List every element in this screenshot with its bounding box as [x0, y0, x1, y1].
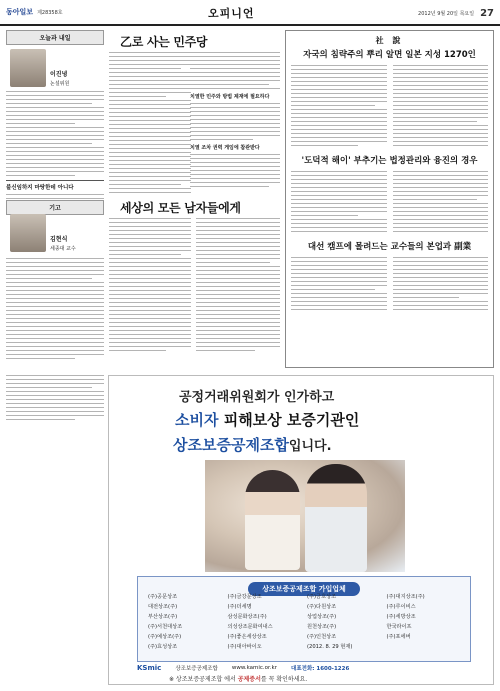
member-item: (주)서천대상조: [148, 624, 183, 630]
editorial-text-3: [291, 257, 488, 313]
main-column-right-text: [190, 52, 280, 190]
ad-person-man: [305, 464, 367, 572]
masthead: [0, 0, 500, 26]
author-block: [6, 49, 104, 87]
member-item: (주)포에버: [386, 634, 411, 640]
ad-bottom-note-post: 를 꼭 확인하세요.: [260, 676, 308, 683]
ad-members-box: [137, 576, 471, 662]
member-item: (주)금호상조: [307, 594, 337, 600]
member-item: 의성상조문화여내스: [227, 624, 273, 630]
editorial-label: 社 說: [375, 36, 404, 45]
column-body-text: [6, 91, 104, 176]
member-item: 한국라이프: [386, 624, 412, 630]
editorial-text-1: [291, 65, 488, 149]
author-info: [50, 49, 69, 87]
main-headline: 乙로 사는 민주당: [120, 35, 208, 49]
ad-bottom-note-pre: ※ 상조보증공제조합 에서: [169, 676, 238, 683]
masthead-right: [418, 8, 494, 19]
member-item: (주)공문상조: [148, 594, 178, 600]
bottom-left-text: [6, 375, 104, 423]
ad-footer-logo: KSmic: [137, 664, 162, 672]
opinion2-author-name: 김현식: [50, 236, 68, 243]
member-item: (주)효성상조: [148, 644, 178, 650]
opinion2-author-role: 세종대 교수: [50, 246, 76, 252]
main-column-left-text: [109, 52, 191, 196]
main-subheading-2: 치열 조차 권력 게임에 참관받다: [190, 145, 260, 151]
ad-line-1: [179, 386, 334, 405]
member-item: 원천상조(주): [307, 624, 337, 630]
column-subheading: 불신임하지 마땅한데 아니다: [6, 180, 104, 191]
ad-line-1-prefix: 공정거래위원회: [179, 390, 267, 405]
opinion2-author-block: [10, 214, 76, 252]
member-item: 삼성문화상조(주): [227, 614, 267, 620]
member-item: (주)더세명: [227, 604, 252, 610]
ad-footer: [137, 664, 349, 672]
editorial-headline-1: 자국의 침략주의 뿌리 알면 일본 지성 1270인: [303, 50, 476, 60]
member-item: (주)예상조(주): [148, 634, 182, 640]
ad-bottom-note-bold: 공제증서: [237, 676, 261, 683]
ad-footer-url[interactable]: www.kamic.or.kr: [231, 665, 277, 671]
edition-number: 제28358호: [37, 9, 63, 16]
issue-date: 2012년 9월 20일 목요일: [418, 11, 475, 17]
author-role: 논설위원: [50, 81, 70, 87]
column-left: [6, 30, 104, 210]
ad-members-list: [148, 593, 460, 650]
main-subheading-1: 치열한 민주와 방법 제재에 필요하다: [190, 94, 270, 100]
opinion2-left-text: [6, 258, 104, 362]
ad-line-2-prefix: 소비자: [175, 411, 219, 429]
member-item: 부산상조(주): [148, 614, 178, 620]
ad-line-1-suffix: 가 인가하고: [266, 390, 335, 405]
member-item: (주)좋은세상상조: [227, 634, 267, 640]
opinion2-headline: 세상의 모든 남자들에게: [120, 201, 241, 215]
newspaper-logo: 동아일보: [6, 8, 34, 16]
member-item: (주)대지상조(주): [386, 594, 425, 600]
member-item: 상업상조(주): [307, 614, 337, 620]
member-date-note: (2012. 8. 29 현재): [307, 644, 353, 650]
opinion2-right-text: [196, 218, 280, 354]
ad-line-2-suffix: 피해보상 보증기관: [218, 411, 345, 429]
ad-line-2: [175, 409, 359, 430]
member-item: (주)대아바이오: [227, 644, 262, 650]
ad-line-2-end: 인: [344, 411, 360, 429]
member-item: (주)다원상조: [307, 604, 337, 610]
member-item: (주)금강문상조: [227, 594, 262, 600]
editorial-headline-2: '도덕적 해이' 부추기는 법정관리와 융진의 경우: [301, 156, 478, 166]
ad-person-woman: [245, 470, 300, 570]
ad-footer-name: 상조보증공제조합: [175, 666, 218, 672]
author-photo: [10, 49, 46, 87]
member-item: (주)루이비스: [386, 604, 416, 610]
page-number: 27: [480, 8, 494, 19]
opinion2-author-photo: [10, 214, 46, 252]
ad-members-title-text: 상조보증공제조합 가입업체: [248, 582, 360, 596]
section-title: 오피니언: [208, 7, 255, 20]
opinion2-box-title: 기고: [6, 200, 104, 215]
editorial-headline-3: 대선 캠프에 몰려드는 교수들의 본업과 副業: [307, 242, 472, 252]
ad-line-3: [173, 434, 332, 455]
author-name: 이진녕: [50, 71, 68, 78]
ad-line-3-main: 상조보증공제조합: [173, 436, 289, 454]
member-item: (주)인천상조: [307, 634, 337, 640]
advertisement[interactable]: [108, 375, 494, 685]
member-item: (주)세방상조: [386, 614, 416, 620]
opinion2-mid-text: [109, 218, 191, 354]
ad-line-3-suffix: 입니다.: [288, 439, 332, 454]
ad-bottom-note: [169, 674, 307, 683]
editorial-box: [285, 30, 494, 368]
opinion2-author-info: [50, 214, 76, 252]
column-box-title: 오늘과 내일: [6, 30, 104, 45]
ad-footer-phone: 대표전화: 1600-1226: [291, 666, 350, 672]
member-item: 대전상조(주): [148, 604, 178, 610]
ad-couple-photo: [205, 460, 405, 572]
editorial-text-2: [291, 171, 488, 235]
